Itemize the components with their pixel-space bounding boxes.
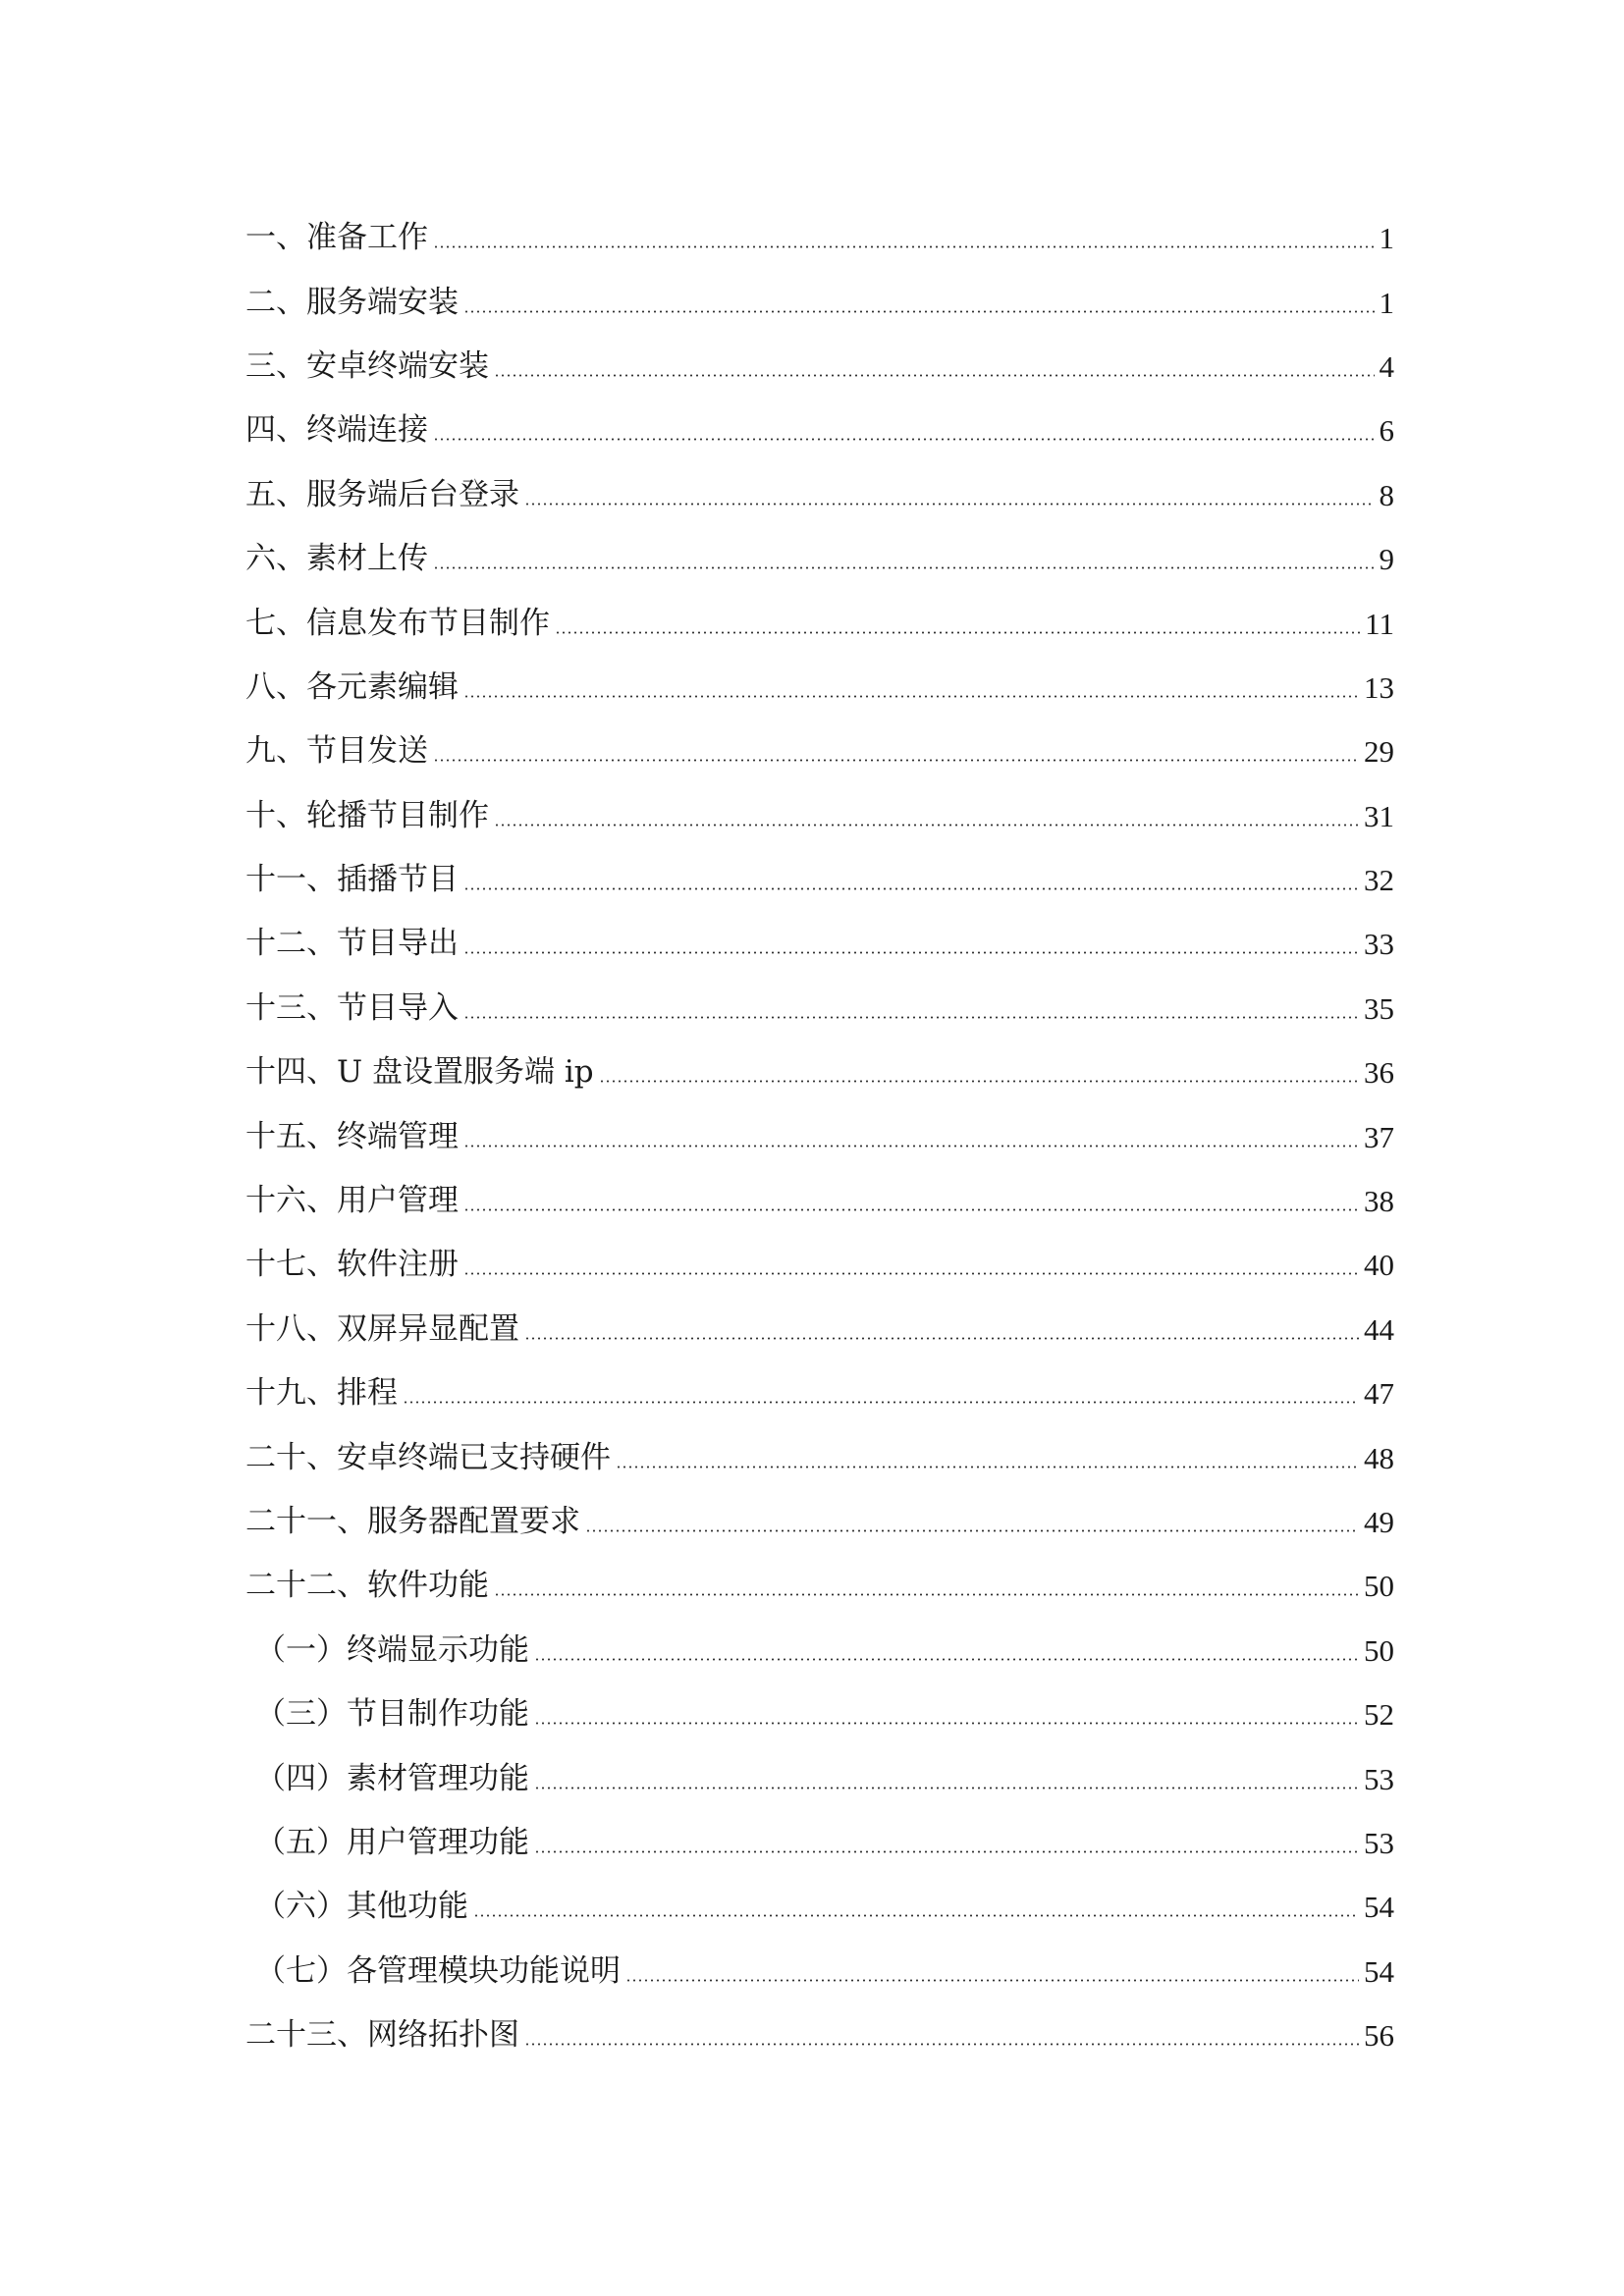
toc-entry-page: 1 <box>1379 221 1394 256</box>
toc-entry-page: 56 <box>1364 2018 1394 2054</box>
toc-entry-title: 六、素材上传 <box>245 541 428 577</box>
toc-entry[interactable] <box>245 1425 1394 1489</box>
dot-leader <box>433 759 1359 762</box>
toc-entry-title: 十一、插播节目 <box>245 862 459 898</box>
table-of-contents <box>245 206 1394 2067</box>
toc-entry-page: 50 <box>1364 1569 1394 1604</box>
toc-entry-title: （五）用户管理功能 <box>255 1824 529 1860</box>
toc-entry-title: 十、轮播节目制作 <box>245 797 489 833</box>
toc-entry-title: 二十、安卓终端已支持硬件 <box>245 1439 611 1475</box>
toc-subentry[interactable] <box>245 1682 1394 1746</box>
dot-leader <box>534 1658 1359 1661</box>
toc-entry-title: 七、信息发布节目制作 <box>245 605 550 641</box>
toc-entry[interactable] <box>245 1169 1394 1233</box>
toc-entry-title: 十八、双屏异显配置 <box>245 1310 519 1347</box>
toc-entry-page: 35 <box>1364 990 1394 1026</box>
toc-entry-page: 50 <box>1364 1632 1394 1668</box>
toc-subentry[interactable] <box>245 1811 1394 1875</box>
dot-leader <box>403 1401 1359 1404</box>
toc-entry-title: 十五、终端管理 <box>245 1118 459 1154</box>
dot-leader <box>585 1529 1359 1532</box>
dot-leader <box>534 1787 1359 1789</box>
toc-entry-title: 十六、用户管理 <box>245 1183 459 1219</box>
dot-leader <box>534 1850 1359 1853</box>
toc-entry[interactable] <box>245 1362 1394 1425</box>
dot-leader <box>463 695 1359 698</box>
toc-entry[interactable] <box>245 1041 1394 1104</box>
toc-entry[interactable] <box>245 270 1394 334</box>
toc-entry-title: 十四、U 盘设置服务端 ip <box>245 1054 594 1091</box>
toc-entry-page: 38 <box>1364 1184 1394 1219</box>
toc-entry[interactable] <box>245 527 1394 591</box>
toc-entry[interactable] <box>245 912 1394 976</box>
toc-entry-title: 二十二、软件功能 <box>245 1568 489 1604</box>
toc-entry[interactable] <box>245 720 1394 783</box>
toc-entry-page: 48 <box>1364 1440 1394 1475</box>
toc-entry-page: 11 <box>1365 606 1394 641</box>
toc-entry-title: （三）节目制作功能 <box>255 1696 529 1733</box>
toc-subentry[interactable] <box>245 1875 1394 1939</box>
toc-entry-title: 四、终端连接 <box>245 412 428 449</box>
toc-entry[interactable] <box>245 656 1394 720</box>
toc-entry-page: 6 <box>1379 413 1394 449</box>
toc-entry[interactable] <box>245 1490 1394 1554</box>
toc-entry[interactable] <box>245 591 1394 655</box>
toc-entry-title: 三、安卓终端安装 <box>245 347 489 384</box>
dot-leader <box>433 566 1375 569</box>
toc-entry[interactable] <box>245 206 1394 270</box>
dot-leader <box>463 887 1359 890</box>
toc-entry-page: 1 <box>1379 285 1394 320</box>
toc-entry-title: 十九、排程 <box>245 1375 398 1412</box>
dot-leader <box>463 1272 1359 1275</box>
toc-entry[interactable] <box>245 463 1394 527</box>
dot-leader <box>463 1016 1359 1019</box>
toc-entry-title: （一）终端显示功能 <box>255 1631 529 1668</box>
toc-subentry[interactable] <box>245 1940 1394 2003</box>
toc-entry-title: （六）其他功能 <box>255 1889 468 1925</box>
dot-leader <box>463 310 1375 313</box>
toc-entry-title: 二十三、网络拓扑图 <box>245 2017 519 2054</box>
toc-subentry[interactable] <box>245 1619 1394 1682</box>
toc-entry[interactable] <box>245 1233 1394 1297</box>
toc-entry-page: 36 <box>1364 1055 1394 1091</box>
toc-entry-page: 47 <box>1364 1376 1394 1412</box>
toc-entry-title: 八、各元素编辑 <box>245 668 459 705</box>
toc-entry-title: 九、节目发送 <box>245 733 428 770</box>
toc-entry[interactable] <box>245 335 1394 399</box>
toc-entry[interactable] <box>245 1298 1394 1362</box>
dot-leader <box>433 245 1375 248</box>
toc-entry-page: 13 <box>1364 669 1394 705</box>
toc-entry-page: 37 <box>1364 1119 1394 1154</box>
toc-entry-title: 五、服务端后台登录 <box>245 476 519 512</box>
toc-entry-page: 8 <box>1379 477 1394 512</box>
toc-entry[interactable] <box>245 399 1394 462</box>
dot-leader <box>524 503 1375 506</box>
toc-entry[interactable] <box>245 784 1394 848</box>
toc-entry-page: 53 <box>1364 1761 1394 1796</box>
toc-entry-page: 9 <box>1379 542 1394 577</box>
toc-entry-title: 一、准备工作 <box>245 220 428 256</box>
toc-entry-title: 二、服务端安装 <box>245 284 459 320</box>
dot-leader <box>524 1337 1359 1340</box>
toc-entry-page: 53 <box>1364 1825 1394 1860</box>
toc-entry-page: 44 <box>1364 1311 1394 1347</box>
toc-entry-page: 4 <box>1379 348 1394 384</box>
dot-leader <box>463 1208 1359 1211</box>
toc-entry-title: 十七、软件注册 <box>245 1247 459 1283</box>
dot-leader <box>494 824 1359 827</box>
toc-entry-page: 40 <box>1364 1248 1394 1283</box>
dot-leader <box>463 951 1359 954</box>
dot-leader <box>463 1145 1359 1148</box>
toc-entry[interactable] <box>245 977 1394 1041</box>
toc-entry[interactable] <box>245 1104 1394 1168</box>
dot-leader <box>625 1979 1359 1982</box>
toc-entry-page: 52 <box>1364 1697 1394 1733</box>
dot-leader <box>599 1080 1359 1083</box>
toc-entry[interactable] <box>245 2003 1394 2067</box>
toc-entry-page: 54 <box>1364 1953 1394 1989</box>
toc-entry-title: （四）素材管理功能 <box>255 1760 529 1796</box>
toc-entry-page: 29 <box>1364 734 1394 770</box>
dot-leader <box>473 1914 1359 1917</box>
toc-entry-title: （七）各管理模块功能说明 <box>255 1952 621 1989</box>
dot-leader <box>555 631 1360 634</box>
dot-leader <box>616 1466 1359 1468</box>
toc-entry-page: 54 <box>1364 1890 1394 1925</box>
toc-entry[interactable] <box>245 1554 1394 1618</box>
toc-entry-page: 49 <box>1364 1505 1394 1539</box>
toc-entry-title: 十三、节目导入 <box>245 989 459 1026</box>
dot-leader <box>534 1722 1359 1725</box>
toc-entry-page: 31 <box>1364 798 1394 833</box>
toc-entry-title: 二十一、服务器配置要求 <box>245 1504 580 1539</box>
dot-leader <box>494 1593 1359 1596</box>
toc-entry-page: 32 <box>1364 863 1394 898</box>
dot-leader <box>494 374 1375 377</box>
dot-leader <box>524 2043 1359 2046</box>
toc-entry-page: 33 <box>1364 927 1394 962</box>
toc-subentry[interactable] <box>245 1746 1394 1810</box>
dot-leader <box>433 438 1375 441</box>
toc-entry[interactable] <box>245 848 1394 912</box>
toc-entry-title: 十二、节目导出 <box>245 926 459 962</box>
